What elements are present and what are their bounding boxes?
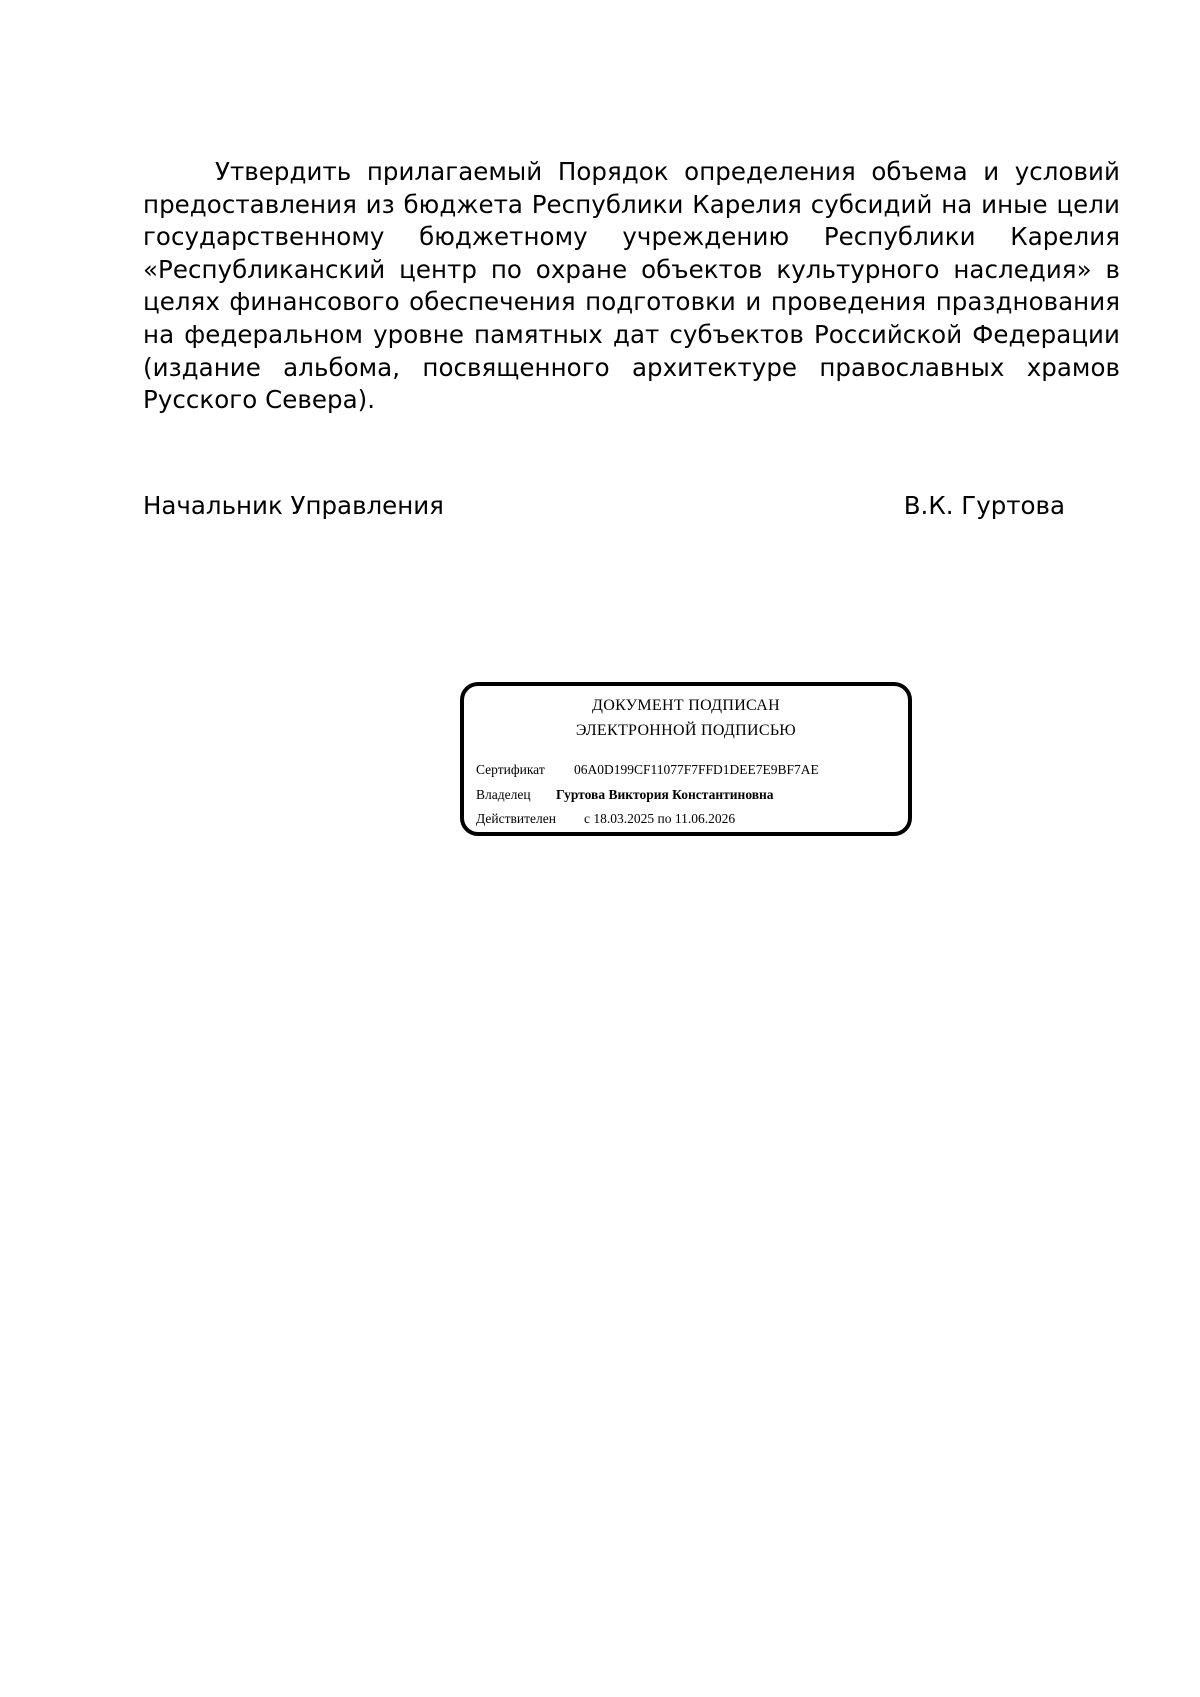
valid-label: Действителен bbox=[476, 811, 556, 826]
certificate-label: Сертификат bbox=[476, 762, 545, 777]
stamp-validity-row bbox=[476, 810, 735, 828]
certificate-value: 06A0D199CF11077F7FFD1DEE7E9BF7AE bbox=[574, 762, 819, 777]
stamp-certificate-row bbox=[476, 761, 819, 779]
stamp-title-line2: ЭЛЕКТРОННОЙ ПОДПИСЬЮ bbox=[575, 722, 797, 739]
signatory-name: В.К. Гуртова bbox=[903, 491, 1065, 520]
stamp-owner-row bbox=[476, 786, 774, 804]
electronic-signature-stamp bbox=[460, 682, 912, 836]
signature-row bbox=[143, 490, 1065, 522]
owner-value: Гуртова Виктория Константиновна bbox=[556, 787, 774, 802]
valid-value: с 18.03.2025 по 11.06.2026 bbox=[584, 811, 736, 826]
owner-label: Владелец bbox=[476, 787, 531, 802]
signatory-title: Начальник Управления bbox=[143, 491, 444, 520]
resolution-paragraph: Утвердить прилагаемый Порядок определения объема и условий предоставления из бюджета Республики Карелия субсидий на иные цели государственному бюджетному учреждению Республики Карелия «Республиканский центр по охране объектов культурного наследия» в целях финансового обеспечения подготовки и проведения празднования на федеральном уровне памятных дат субъектов Российской Федерации (издание альбома, посвященного архитектуре православных храмов Русского Севера). bbox=[143, 157, 1120, 415]
stamp-title-line1: ДОКУМЕНТ ПОДПИСАН bbox=[592, 697, 780, 714]
